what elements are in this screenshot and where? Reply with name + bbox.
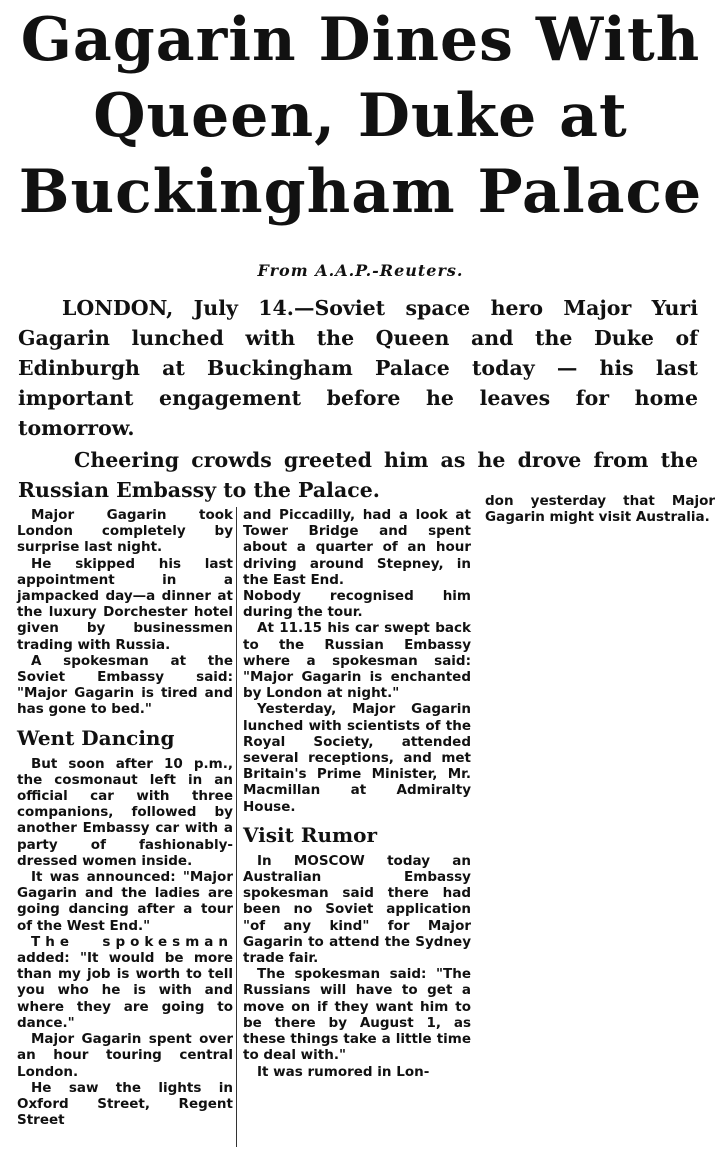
column-3 (485, 493, 715, 525)
subhead-went-dancing: Went Dancing (17, 725, 175, 750)
column-2-paragraph: In MOSCOW today an Australian Embassy spokesman said there had been no Soviet application "of any kind" for Major Gagarin to attend the Sydney trade fair. (243, 852, 471, 967)
column-2-paragraph: The spokesman said: "The Russians will have to get a move on if they want him to be there by August 1, as these things take a little time to deal with." (243, 966, 471, 1064)
column-1-paragraph: Major Gagarin spent over an hour touring central London. (17, 1031, 233, 1080)
paragraph-rest: added: "It would be more than my job is worth to tell you who he is with and where they are going to dance." (17, 950, 233, 1031)
headline (0, 2, 721, 230)
headline-line-3: Buckingham Palace (18, 157, 703, 227)
column-2-paragraph: Nobody recognised him during the tour. (243, 588, 471, 621)
column-1-paragraph (17, 934, 233, 1031)
column-1-paragraph: He skipped his last appointment in a jampacked day—a dinner at the luxury Dorchester hotel given by businessmen trading with Russia. (17, 555, 233, 653)
headline-line-1: Gagarin Dines With (20, 5, 701, 75)
column-2-paragraph: It was rumored in Lon- (257, 1063, 430, 1080)
column-1-paragraph: But soon after 10 p.m., the cosmonaut left in an official car with three companions, followed by another Embassy car with a party of fashionably-dressed women inside. (17, 755, 233, 869)
column-1-paragraph: It was announced: "Major Gagarin and the ladies are going dancing after a tour of the West End." (17, 869, 233, 934)
lead-paragraph-2: Cheering crowds greeted him as he drove from the Russian Embassy to the Palace. (18, 448, 698, 502)
column-2-paragraph: Yesterday, Major Gagarin lunched with scientists of the Royal Society, attended several receptions, and met Britain's Prime Minister, Mr. Macmillan at Admiralty House. (243, 701, 471, 815)
subhead-visit-rumor: Visit Rumor (243, 822, 378, 847)
column-1-paragraph: A spokesman at the Soviet Embassy said: "Major Gagarin is tired and has gone to bed." (17, 652, 233, 718)
column-3-paragraph: don yesterday that Major Gagarin might visit Australia. (485, 493, 715, 526)
column-2-paragraph: At 11.15 his car swept back to the Russian Embassy where a spokesman said: "Major Gagarin is enchanted by London at night." (243, 620, 471, 702)
headline-line-2: Queen, Duke at (93, 81, 628, 151)
byline: From A.A.P.-Reuters. (257, 261, 464, 280)
lead-paragraph: LONDON, July 14.—Soviet space hero Major Yuri Gagarin lunched with the Queen and the Duke of Edinburgh at Buckingham Palace today — his last important engagement before he leaves for home tomorrow. (18, 296, 698, 440)
column-1-paragraph: He saw the lights in Oxford Street, Regent Street (17, 1079, 233, 1129)
column-1-paragraph: Major Gagarin took London completely by surprise last night. (17, 507, 233, 556)
column-2-paragraph: and Piccadilly, had a look at Tower Bridge and spent about a quarter of an hour driving around Stepney, in the East End. (243, 507, 471, 588)
column-1 (17, 507, 233, 1128)
column-2 (243, 507, 471, 1080)
spaced-lead-in: The spokesman (31, 933, 233, 950)
column-rule (236, 507, 237, 1147)
